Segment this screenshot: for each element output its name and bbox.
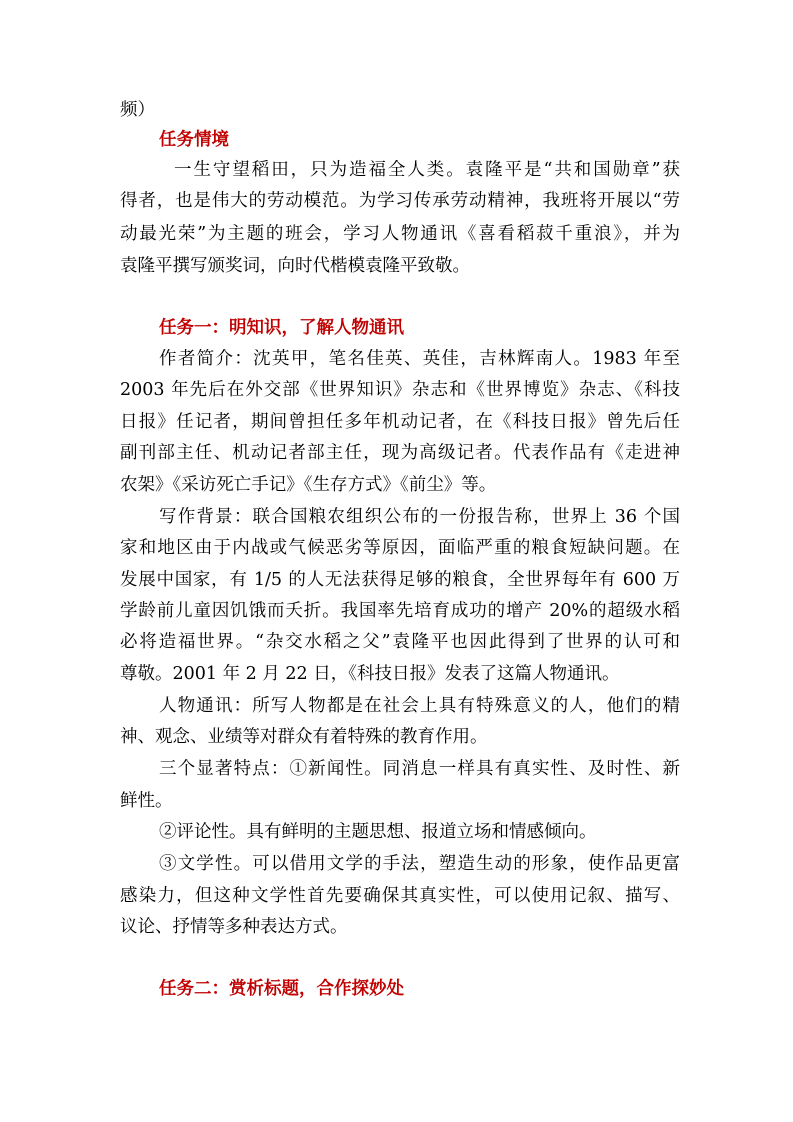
definition-line-1: 人物通讯：所写人物都是在社会上具有特殊意义的人，他们的精 — [159, 696, 680, 716]
definition-line-2: 神、观念、业绩等对群众有着特殊的教育作用。 — [120, 727, 488, 747]
feature-3-line-3: 议论、抒情等多种表达方式。 — [120, 917, 348, 937]
features-line-1: 三个显著特点：①新闻性。同消息一样具有真实性、及时性、新 — [159, 759, 680, 779]
fragment-text: 频） — [120, 100, 155, 120]
context-line-1: 一生守望稻田，只为造福全人类。袁隆平是“共和国勋章”获 — [174, 160, 680, 180]
background-line-6: 尊敬。2001 年 2 月 22 日，《科技日报》发表了这篇人物通讯。 — [120, 664, 620, 684]
author-line-4: 副刊部主任、机动记者部主任，现为高级记者。代表作品有《走进神 — [120, 443, 680, 463]
background-line-5: 必将造福世界。“杂交水稻之父”袁隆平也因此得到了世界的认可和 — [120, 632, 680, 652]
background-line-1: 写作背景：联合国粮农组织公布的一份报告称，世界上 36 个国 — [159, 507, 680, 527]
heading-task1: 任务一：明知识，了解人物通讯 — [159, 318, 404, 338]
background-line-2: 家和地区由于内战或气候恶劣等原因，面临严重的粮食短缺问题。在 — [120, 538, 680, 558]
author-line-2: 2003 年先后在外交部《世界知识》杂志和《世界博览》杂志、《科技 — [120, 380, 680, 400]
features-line-2: 鲜性。 — [120, 791, 173, 811]
feature-3-line-1: ③文学性。可以借用文学的手法，塑造生动的形象，使作品更富 — [159, 854, 680, 874]
background-line-4: 学龄前儿童因饥饿而夭折。我国率先培育成功的增产 20%的超级水稻 — [120, 601, 680, 621]
context-line-2: 得者，也是伟大的劳动模范。为学习传承劳动精神，我班将开展以“劳 — [120, 191, 680, 211]
heading-context: 任务情境 — [159, 130, 229, 150]
context-line-3: 动最光荣”为主题的班会，学习人物通讯《喜看稻菽千重浪》，并为 — [120, 224, 680, 244]
author-line-5: 农架》《采访死亡手记》《生存方式》《前尘》等。 — [120, 475, 497, 495]
context-line-4: 袁隆平撰写颁奖词，向时代楷模袁隆平致敬。 — [120, 256, 470, 276]
author-line-1: 作者简介：沈英甲，笔名佳英、英佳，吉林辉南人。1983 年至 — [159, 349, 680, 369]
author-line-3: 日报》任记者，期间曾担任多年机动记者，在《科技日报》曾先后任 — [120, 412, 680, 432]
heading-task2: 任务二：赏析标题，合作探妙处 — [159, 979, 404, 999]
feature-3-line-2: 感染力，但这种文学性首先要确保其真实性，可以使用记叙、描写、 — [120, 886, 680, 906]
feature-2-line: ②评论性。具有鲜明的主题思想、报道立场和情感倾向。 — [159, 822, 597, 842]
background-line-3: 发展中国家，有 1/5 的人无法获得足够的粮食，全世界每年有 600 万 — [120, 570, 680, 590]
